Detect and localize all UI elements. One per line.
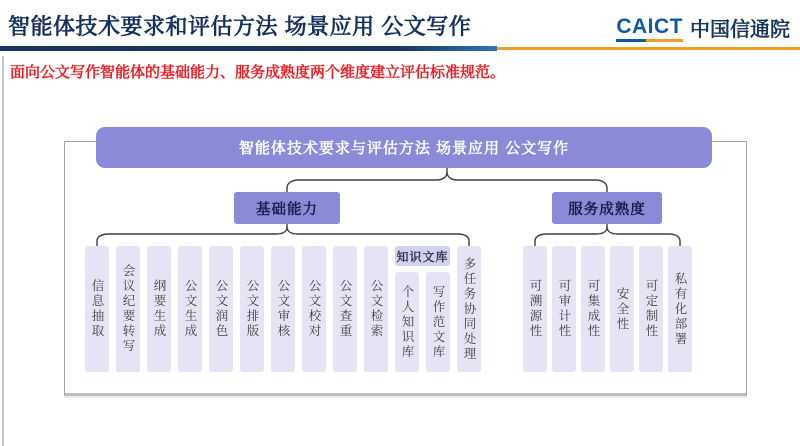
knowledge-library-group [395, 246, 450, 372]
maturity-column: 安全性 [610, 246, 634, 372]
capability-column: 多任务协同处理 [457, 246, 481, 372]
knowledge-library-columns [395, 272, 450, 372]
capability-column: 个人知识库 [395, 272, 419, 372]
maturity-column: 可溯源性 [523, 246, 547, 372]
branch-node-basic-capability: 基础能力 [234, 192, 340, 224]
maturity-column: 私有化部署 [668, 246, 692, 372]
maturity-column: 可集成性 [581, 246, 605, 372]
caict-logo-acronym: CAICT [616, 15, 683, 38]
page-title: 智能体技术要求和评估方法 场景应用 公文写作 [8, 14, 472, 39]
knowledge-library-header: 知识文库 [395, 246, 450, 266]
capability-column: 公文查重 [333, 246, 357, 372]
caict-logo-name: 中国信通院 [690, 18, 790, 41]
capability-column: 纲要生成 [147, 246, 171, 372]
capability-column: 公文校对 [302, 246, 326, 372]
capability-column: 公文排版 [240, 246, 264, 372]
basic-capability-columns [85, 246, 481, 372]
branch-node-service-maturity: 服务成熟度 [552, 192, 662, 224]
capability-column: 公文生成 [178, 246, 202, 372]
diagram-root-node: 智能体技术要求与评估方法 场景应用 公文写作 [96, 127, 712, 168]
service-maturity-columns [523, 246, 692, 372]
capability-column: 公文润色 [209, 246, 233, 372]
capability-column: 信息抽取 [85, 246, 109, 372]
maturity-column: 可审计性 [552, 246, 576, 372]
capability-column: 写作范文库 [426, 272, 450, 372]
maturity-column: 可定制性 [639, 246, 663, 372]
key-message: 面向公文写作智能体的基础能力、服务成熟度两个维度建立评估标准规范。 [10, 64, 506, 81]
capability-column: 会议纪要转写 [116, 246, 140, 372]
capability-column: 公文审核 [271, 246, 295, 372]
capability-column: 公文检索 [364, 246, 388, 372]
